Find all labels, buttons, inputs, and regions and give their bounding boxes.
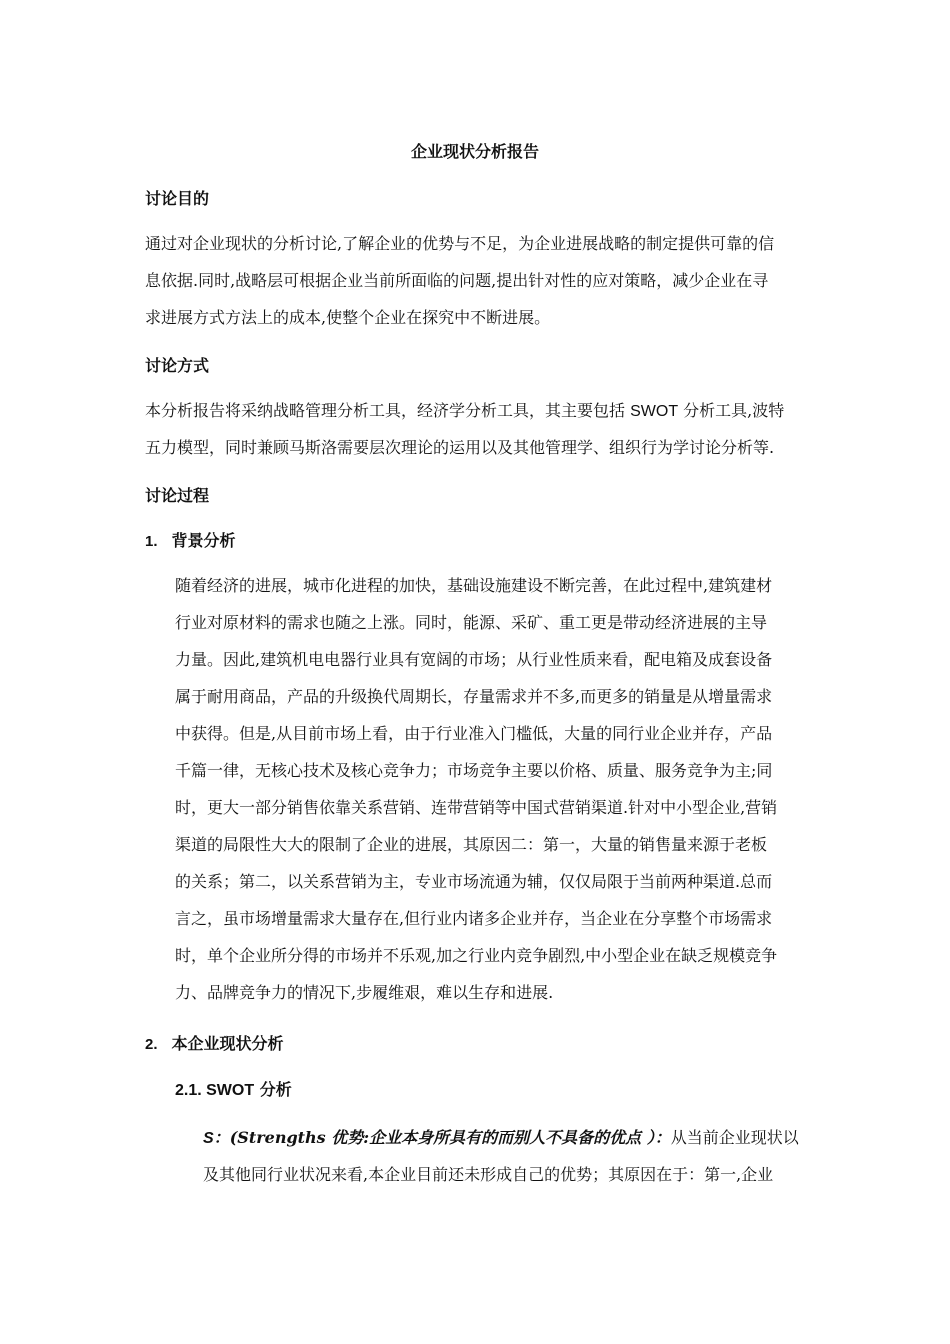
text-run: 本分析报告将采纳战略管理分析工具，经济学分析工具，其主要包括	[145, 401, 631, 420]
paragraph-line: 息依据.同时,战略层可根据企业当前所面临的问题,提出针对性的应对策略，减少企业在寻	[145, 271, 769, 290]
numbered-heading-current-status	[145, 1031, 284, 1054]
list-number: 1.	[145, 533, 158, 550]
list-heading: 背景分析	[171, 531, 236, 550]
paragraph-line: 言之，虽市场增量需求大量存在,但行业内诸多企业并存，当企业在分享整个市场需求	[175, 909, 773, 928]
paragraph-line: 通过对企业现状的分析讨论,了解企业的优势与不足，为企业进展战略的制定提供可靠的信	[145, 234, 775, 253]
subsection-label: 分析	[254, 1080, 292, 1099]
text-run: 从当前企业现状以	[670, 1128, 799, 1147]
paragraph-line: 属于耐用商品，产品的升级换代周期长，存量需求并不多,而更多的销量是从增量需求	[175, 687, 773, 706]
paragraph-line: 时，单个企业所分得的市场并不乐观,加之行业内竞争剧烈,中小型企业在缺乏规模竞争	[175, 946, 778, 965]
paragraph-line: 中获得。但是,从目前市场上看，由于行业准入门槛低，大量的同行业企业并存，产品	[175, 724, 773, 743]
list-heading: 本企业现状分析	[171, 1034, 284, 1053]
list-number: 2.	[145, 1036, 158, 1053]
section-heading-process: 讨论过程	[145, 486, 210, 505]
paragraph-line: 力量。因此,建筑机电电器行业具有宽阔的市场；从行业性质来看，配电箱及成套设备	[175, 650, 773, 669]
paragraph-line: 渠道的局限性大大的限制了企业的进展，其原因二：第一，大量的销售量来源于老板	[175, 835, 768, 854]
text-run-swot: SWOT	[630, 403, 679, 420]
paragraph-line: 五力模型，同时兼顾马斯洛需要层次理论的运用以及其他管理学、组织行为学讨论分析等.	[145, 438, 775, 457]
paragraph-line: 求进展方式方法上的成本,使整个企业在探究中不断进展。	[145, 308, 551, 327]
subsection-heading-swot	[175, 1077, 292, 1100]
paragraph-line	[145, 398, 784, 421]
section-heading-purpose: 讨论目的	[145, 189, 210, 208]
paragraph-line: 行业对原材料的需求也随之上涨。同时，能源、采矿、重工更是带动经济进展的主导	[175, 613, 768, 632]
text-run: 分析工具,波特	[678, 401, 785, 420]
numbered-heading-background	[145, 528, 236, 551]
document-title: 企业现状分析报告	[410, 142, 539, 161]
strengths-definition: (Strengths 优势:企业本身所具有的而别人不具备的优点 ）：	[229, 1128, 671, 1147]
subsection-number: 2.1. SWOT	[175, 1082, 255, 1099]
section-heading-method: 讨论方式	[145, 356, 210, 375]
strengths-label: S：	[203, 1130, 230, 1147]
paragraph-line: 时，更大一部分销售依靠关系营销、连带营销等中国式营销渠道.针对中小型企业,营销	[175, 798, 778, 817]
paragraph-line: 的关系；第二，以关系营销为主，专业市场流通为辅，仅仅局限于当前两种渠道.总而	[175, 872, 773, 891]
paragraph-line: 及其他同行业状况来看,本企业目前还未形成自己的优势；其原因在于：第一,企业	[203, 1165, 774, 1184]
paragraph-line: 随着经济的进展，城市化进程的加快，基础设施建设不断完善，在此过程中,建筑建材	[175, 576, 773, 595]
strengths-line	[203, 1125, 799, 1148]
paragraph-line: 千篇一律，无核心技术及核心竞争力；市场竞争主要以价格、质量、服务竞争为主;同	[175, 761, 773, 780]
paragraph-line: 力、品牌竞争力的情况下,步履维艰，难以生存和进展.	[175, 983, 554, 1002]
